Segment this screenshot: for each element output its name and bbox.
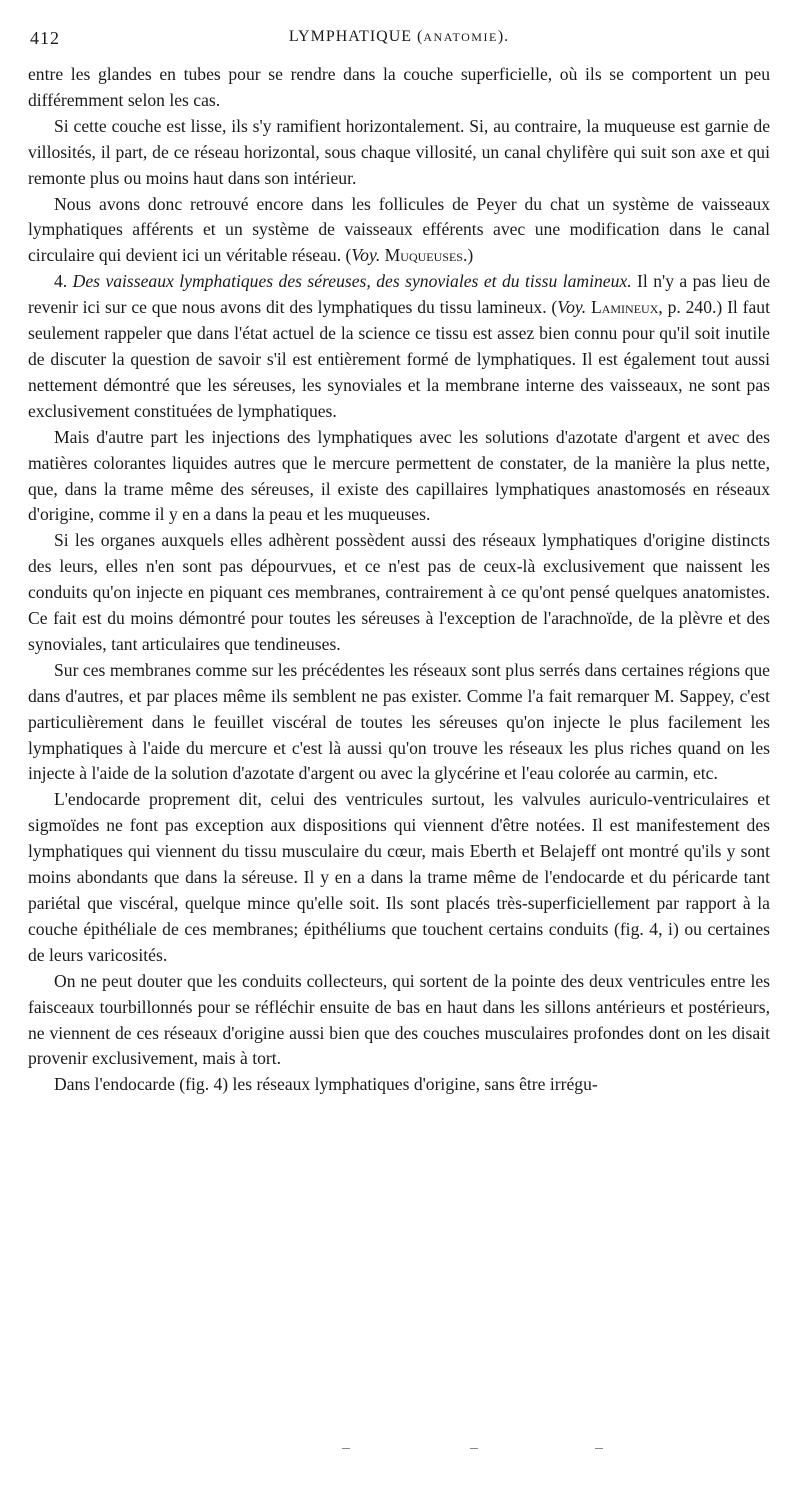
paragraph: On ne peut douter que les conduits collecteurs, qui sortent de la pointe des deux ventricules entre les faisceaux tourbillonnés pour se réfléchir ensuite de bas en haut dans les sillons antérieurs et postérieurs, ne viennent de ces réseaux d'origine aussi bien que des couches musculaires profondes dont on les disait provenir exclusivement, mais à tort. <box>28 970 770 1069</box>
paragraph: Si les organes auxquels elles adhèrent possèdent aussi des réseaux lymphatiques d'origine distincts des leurs, elles n'en sont pas dépourvues, et ce n'est pas de ceux-là exclusivement que naissent les conduits qu'on injecte en piquant ces membranes, contrairement à ce qu'ont pensé quelques anatomistes. Ce fait est du moins démontré pour toutes les séreuses à l'exception de l'arachnoïde, de la plèvre et des synoviales, tant articulaires que tendineuses. <box>28 530 770 654</box>
cross-reference-voy: Voy. <box>557 297 587 318</box>
paragraph-text: , p. 240.) Il faut seulement rappeler que dans l'état actuel de la science ce tissu est assez bien connu pour qu'il soit inutile de discuter la question de savoir s'il est entièrement formé de lymphatiques. Il est également tout aussi nettement démontré que les séreuses, les synoviales et la membrane interne des vaisseaux, ne sont pas exclusivement constituées de lymphatiques. <box>28 297 770 421</box>
running-title-sub: ANATOMIE <box>423 30 498 44</box>
paragraph: L'endocarde proprement dit, celui des ventricules surtout, les valvules auriculo-ventriculaires et sigmoïdes ne font pas exception aux dispositions qui viennent d'être notées. Il est manifestement des lymphatiques qui viennent du tissu musculaire du cœur, mais Eberth et Belajeff ont montré qu'ils y sont moins abondants que dans la séreuse. Il y en a dans la trame même de l'endocarde et du péricarde tant pariétal que viscéral, quelque mince qu'elle soit. Ils sont placés très-superficiellement par rapport à la couche épithéliale de ces membranes; épithéliums que touchent certains conduits (fig. 4, i) ou certaines de leurs varicosités. <box>28 789 770 965</box>
document-page <box>28 28 770 1098</box>
paragraph <box>28 192 770 270</box>
running-title-main: LYMPHATIQUE ( <box>288 28 424 45</box>
paragraph-text: .) <box>462 245 474 266</box>
page-number: 412 <box>30 28 60 48</box>
cross-reference-term: Muqueuses <box>384 245 463 266</box>
section-number: 4. <box>54 271 73 292</box>
print-mark <box>595 1448 603 1449</box>
cross-reference-term: Lamineux <box>590 297 659 318</box>
paragraph-text: Il n'y a pas lieu de revenir ici sur ce que nous avons dit des lymphatiques du tissu lamineux. ( <box>28 271 771 318</box>
paragraph: Dans l'endocarde (fig. 4) les réseaux lymphatiques d'origine, sans être irrégu- <box>54 1074 598 1095</box>
cross-reference-voy: Voy. <box>351 245 381 266</box>
running-title-end: ). <box>497 28 510 45</box>
footer-marks <box>0 1448 800 1458</box>
section-title: Des vaisseaux lymphatiques des séreuses, des synoviales et du tissu lamineux. <box>72 271 632 292</box>
paragraph: Si cette couche est lisse, ils s'y ramifient horizontalement. Si, au contraire, la muqueuse est garnie de villosités, il part, de ce réseau horizontal, sous chaque villosité, un canal chylifère qui suit son axe et qui remonte plus ou moins haut dans son intérieur. <box>28 115 770 188</box>
paragraph: Sur ces membranes comme sur les précédentes les réseaux sont plus serrés dans certaines régions que dans d'autres, et par places même ils semblent ne pas exister. Comme l'a fait remarquer M. Sappey, c'est particulièrement dans le feuillet viscéral de toutes les séreuses qu'on injecte le plus facilement les lymphatiques à l'aide du mercure et c'est là aussi qu'on trouve les réseaux les plus riches quand on les injecte à l'aide de la solution d'azotate d'argent ou avec la glycérine et l'eau colorée au carmin, etc. <box>28 659 770 784</box>
print-mark <box>470 1448 478 1449</box>
section-paragraph <box>28 269 770 424</box>
running-header <box>28 28 770 54</box>
paragraph: Mais d'autre part les injections des lymphatiques avec les solutions d'azotate d'argent et avec des matières colorantes liquides autres que le mercure permettent de constater, de la manière la plus nette, que, dans la trame même des séreuses, il existe des capillaires lymphatiques anastomosés en réseaux d'origine, comme il y en a dans la peau et les muqueuses. <box>28 426 770 525</box>
print-mark <box>342 1448 350 1449</box>
paragraph: entre les glandes en tubes pour se rendre dans la couche superficielle, où ils se comportent un peu différemment selon les cas. <box>28 64 770 110</box>
body-text <box>28 62 770 1098</box>
paragraph-text: Nous avons donc retrouvé encore dans les follicules de Peyer du chat un système de vaisseaux lymphatiques afférents et un système de vaisseaux efférents avec une modification dans le canal circulaire qui devient ici un véritable réseau. ( <box>28 193 770 266</box>
running-title <box>28 28 770 46</box>
